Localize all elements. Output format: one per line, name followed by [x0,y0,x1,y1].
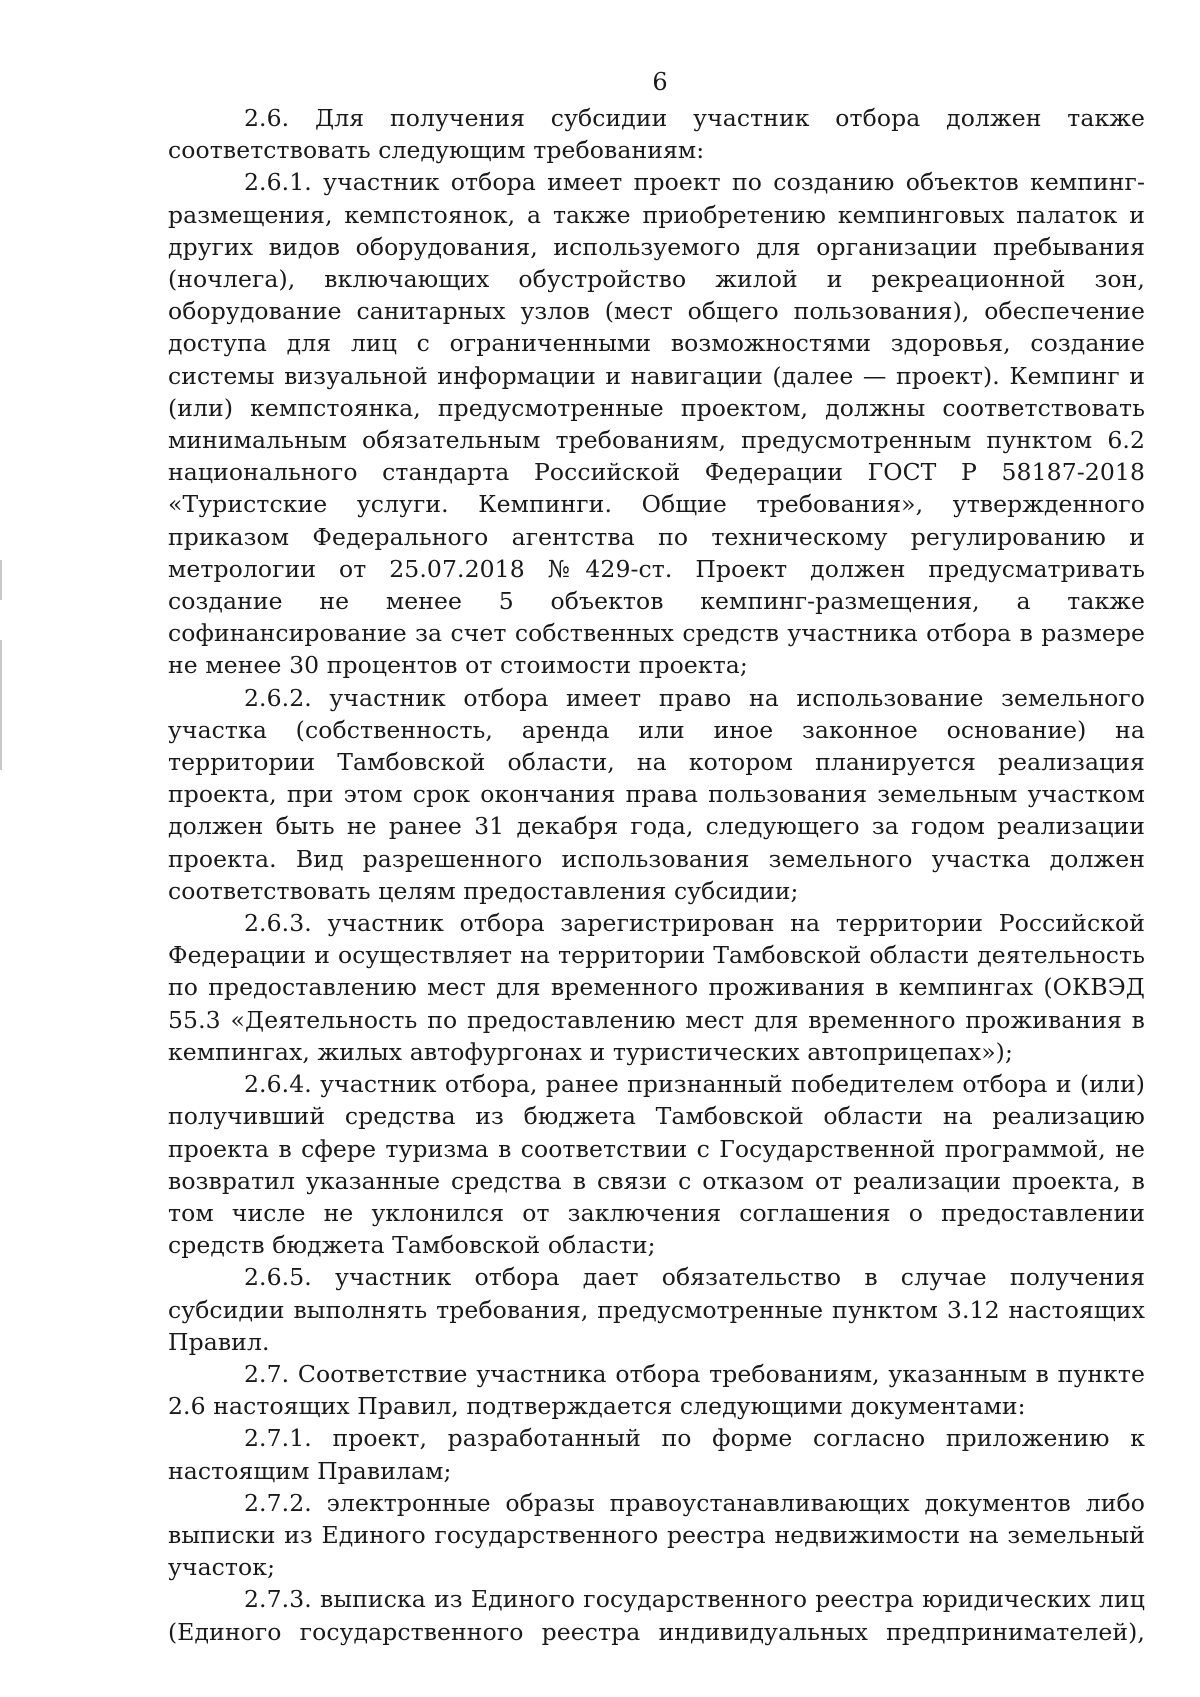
paragraph-2-6-4: 2.6.4. участник отбора, ранее признанный победителем отбора и (или) получивший средства из бюджета Тамбовской области на реализацию проекта в сфере туризма в соответствии с Государственной программой, не возвратил указанные средства в связи с отказом от реализации проекта, в том числе не уклонился от заключения соглашения о предоставлении средств бюджета Тамбовской области; [168,1070,1145,1260]
paragraph-2-6-5: 2.6.5. участник отбора дает обязательство в случае получения субсидии выполнять требования, предусмотренные пунктом 3.12 настоящих Правил. [168,1263,1145,1356]
scan-margin-mark [0,640,2,770]
paragraph-2-6-3: 2.6.3. участник отбора зарегистрирован на территории Российской Федерации и осуществляет на территории Тамбовской области деятельность по предоставлению мест для временного проживания в кемпингах (ОКВЭД 55.3 «Деятельность по предоставлению мест для временного проживания в кемпингах, жилых автофургонах и туристических автоприцепах»); [168,909,1145,1066]
paragraph-2-7-1: 2.7.1. проект, разработанный по форме согласно приложению к настоящим Правилам; [168,1424,1145,1485]
document-body [168,102,1145,1648]
paragraph-2-6-1: 2.6.1. участник отбора имеет проект по созданию объектов кемпинг-размещения, кемпстоянок, а также приобретению кемпинговых палаток и других видов оборудования, используемого для организации пребывания (ночлега), включающих обустройство жилой и рекреационной зон, оборудование санитарных узлов (мест общего пользования), обеспечение доступа для лиц с ограниченными возможностями здоровья, создание системы визуальной информации и навигации (далее — проект). Кемпинг и (или) кемпстоянка, предусмотренные проектом, должны соответствовать минимальным обязательным требованиям, предусмотренным пунктом 6.2 национального стандарта Российской Федерации ГОСТ Р 58187-2018 «Туристские услуги. Кемпинги. Общие требования», утвержденного приказом Федерального агентства по техническому регулированию и метрологии от 25.07.2018 №429-ст. Проект должен предусматривать создание не менее 5 объектов кемпинг-размещения, а также софинансирование за счет собственных средств участника отбора в размере не менее 30 процентов от стоимости проекта; [168,168,1145,680]
scan-margin-mark [0,560,2,600]
paragraph-2-7: 2.7. Соответствие участника отбора требованиям, указанным в пункте 2.6 настоящих Правил, подтверждается следующими документами: [168,1359,1145,1421]
paragraph-2-6-2: 2.6.2. участник отбора имеет право на использование земельного участка (собственность, аренда или иное законное основание) на территории Тамбовской области, на котором планируется реализация проекта, при этом срок окончания права пользования земельным участком должен быть не ранее 31 декабря года, следующего за годом реализации проекта. Вид разрешенного использования земельного участка должен соответствовать целям предоставления субсидии; [168,683,1145,905]
page-number: 6 [652,68,668,96]
paragraph-2-7-2: 2.7.2. электронные образы правоустанавливающих документов либо выписки из Единого государственного реестра недвижимости на земельный участок; [168,1488,1145,1582]
paragraph-2-7-3: 2.7.3. выписка из Единого государственного реестра юридических лиц (Единого государственного реестра индивидуальных предпринимателей), [168,1585,1145,1646]
paragraph-2-6: 2.6. Для получения субсидии участник отбора должен также соответствовать следующим требованиям: [168,104,1145,165]
